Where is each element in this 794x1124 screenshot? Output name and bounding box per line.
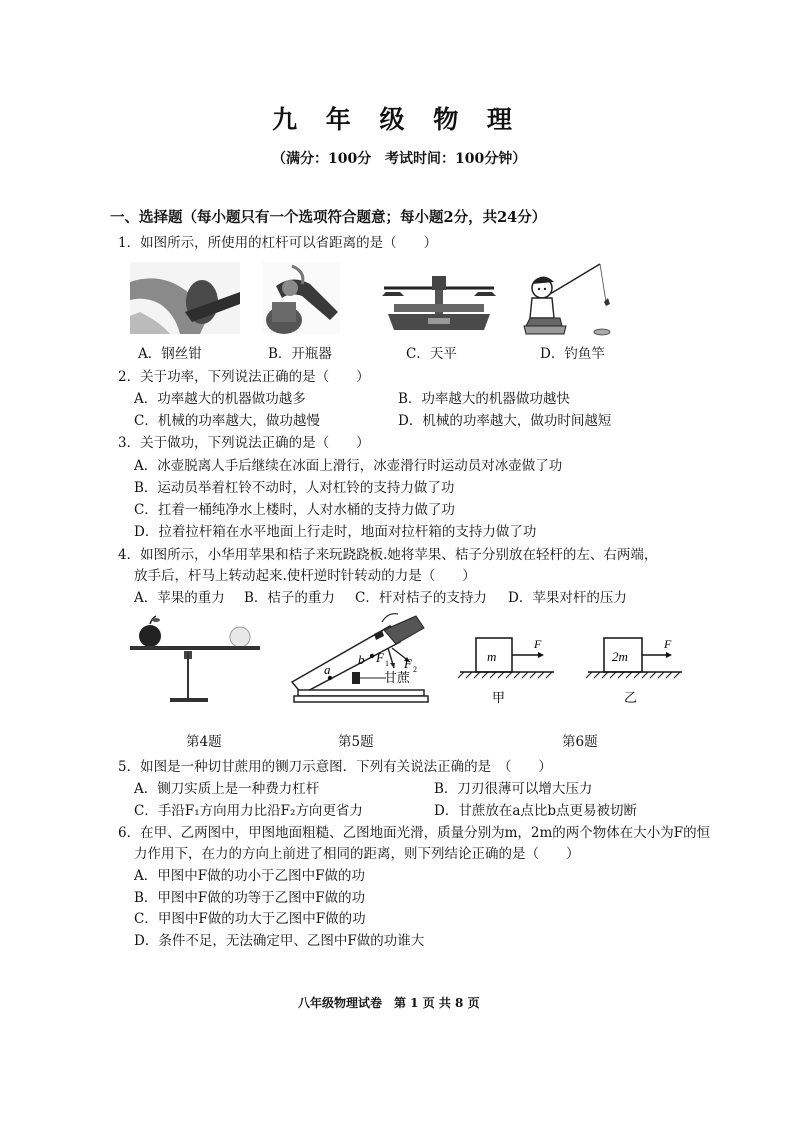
q2-option-a: A．功率越大的机器做功越多 (134, 391, 306, 407)
q6-stem-line2: 力作用下，在力的方向上前进了相同的距离，则下列结论正确的是（ ） (134, 846, 580, 862)
fig4-seesaw (128, 612, 268, 712)
fig6-yi (586, 630, 686, 708)
point-b (370, 654, 374, 658)
exam-time: 考试时间：100分钟） (385, 151, 527, 167)
q4-stem-line1: 4．如图所示，小华用苹果和桔子来玩跷跷板.她将苹果、桔子分别放在轻杆的左、右两端， (118, 547, 658, 563)
q2-option-b: B．功率越大的机器做功越快 (398, 391, 570, 407)
section-heading: 一、选择题（每小题只有一个选项符合题意；每小题2分，共24分） (110, 209, 547, 226)
fig5-label-f2-sub: 2 (413, 665, 417, 674)
fig5-guillotine (286, 612, 436, 710)
fig5-label-b: b (358, 652, 365, 667)
q6-option-b: B．甲图中F做的功等于乙图中F做的功 (134, 890, 366, 906)
q2-option-c: C．机械的功率越大，做功越慢 (134, 413, 320, 429)
block-2m-label: 2m (612, 649, 628, 664)
fig5-label-a: a (324, 662, 331, 677)
force-f-yi: F (664, 637, 672, 651)
caption-fig5: 第5题 (338, 734, 374, 750)
q3-option-d: D．拉着拉杆箱在水平地面上行走时，地面对拉杆箱的支持力做了功 (134, 524, 537, 540)
orange-icon (230, 627, 250, 647)
pliers-photo (130, 262, 240, 334)
q3-option-a: A．冰壶脱离人手后继续在冰面上滑行，冰壶滑行时运动员对冰壶做了功 (134, 458, 563, 474)
q4-option-c: C．杆对桔子的支持力 (355, 590, 487, 606)
q6-option-c: C．甲图中F做的功大于乙图中F做的功 (134, 911, 366, 927)
bottle-opener-photo (262, 262, 340, 334)
q5-option-a: A．铡刀实质上是一种费力杠杆 (134, 781, 320, 797)
q4-option-d: D．苹果对杆的压力 (508, 590, 627, 606)
q3-option-b: B．运动员举着杠铃不动时，人对杠铃的支持力做了功 (134, 480, 455, 496)
q4-option-a: A．苹果的重力 (134, 590, 225, 606)
fig5-label-f1-sub: 1 (385, 659, 389, 668)
q2-stem: 2．关于功率，下列说法正确的是（ ） (118, 369, 370, 385)
fig6-jia (458, 630, 558, 708)
caption-fig6: 第6题 (562, 734, 598, 750)
page-title: 九 年 级 物 理 (272, 105, 522, 134)
q1-option-b: B．开瓶器 (268, 346, 332, 362)
q2-option-d: D．机械的功率越大，做功时间越短 (398, 413, 612, 429)
q5-option-c: C．手沿F₁方向用力比沿F₂方向更省力 (134, 803, 363, 819)
apple-icon (139, 616, 161, 647)
block-m-label: m (487, 649, 497, 664)
page-footer: 八年级物理试卷 第 1 页 共 8 页 (298, 996, 480, 1010)
q3-stem: 3．关于做功，下列说法正确的是（ ） (118, 435, 370, 451)
q5-option-b: B．刀刃很薄可以增大压力 (434, 781, 593, 797)
fig5-label-f1: F (376, 650, 384, 665)
fig5-label-f2: F (404, 656, 412, 671)
fig6-yi-label: 乙 (624, 690, 638, 705)
fishing-rod-drawing (520, 262, 616, 338)
fig6-jia-label: 甲 (492, 690, 506, 705)
q6-stem-line1: 6．在甲、乙两图中，甲图地面粗糙、乙图地面光滑，质量分别为m，2m的两个物体在大小为F的恒 (118, 825, 711, 841)
q5-stem: 5．如图是一种切甘蔗用的铡刀示意图．下列有关说法正确的是 （ ） (118, 759, 552, 775)
q1-option-d: D．钓鱼竿 (540, 346, 605, 362)
q1-option-c: C．天平 (406, 346, 457, 362)
force-f-jia: F (534, 637, 542, 651)
q5-option-d: D．甘蔗放在a点比b点更易被切断 (434, 803, 638, 819)
balance-scale-photo (380, 266, 498, 332)
q4-option-b: B．桔子的重力 (244, 590, 335, 606)
q6-option-d: D．条件不足，无法确定甲、乙图中F做的功谁大 (134, 933, 425, 949)
full-score: （满分：100分 (272, 151, 372, 167)
q4-stem-line2: 放手后，杆马上转动起来.使杆逆时针转动的力是（ ） (134, 568, 476, 584)
q1-option-a: A．钢丝钳 (138, 346, 202, 362)
q6-option-a: A．甲图中F做的功小于乙图中F做的功 (134, 868, 365, 884)
fig5-label-sugarcane: 甘蔗 (384, 670, 411, 685)
q3-option-c: C．扛着一桶纯净水上楼时，人对水桶的支持力做了功 (134, 502, 455, 518)
caption-fig4: 第4题 (186, 734, 222, 750)
q1-stem: 1．如图所示，所使用的杠杆可以省距离的是（ ） (118, 235, 438, 251)
